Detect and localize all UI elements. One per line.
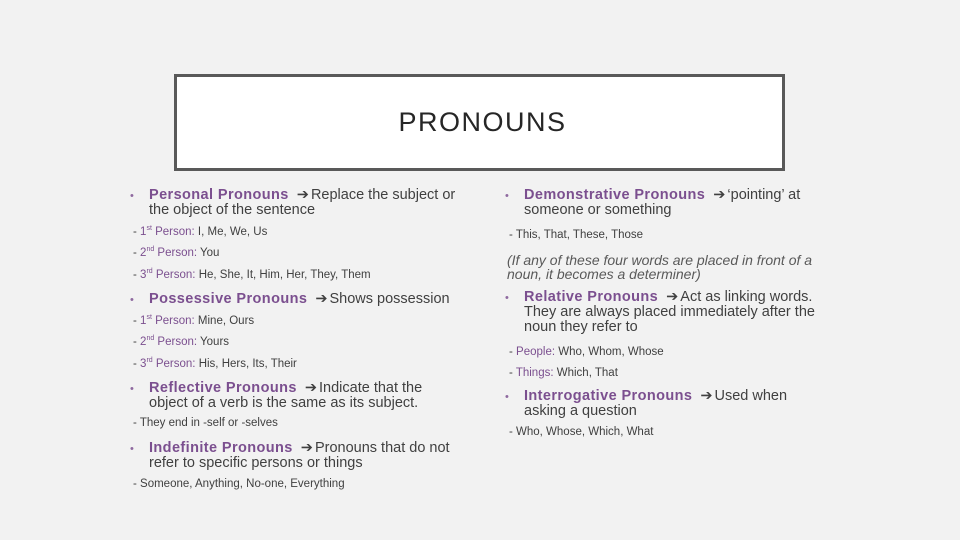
arrow-icon: ➔ xyxy=(296,187,309,203)
arrow-icon: ➔ xyxy=(304,380,317,396)
indefinite-pronouns-bullet xyxy=(130,441,460,471)
reflective-pronouns-desc: Indicate that the object of a verb is the same as its subject. xyxy=(149,380,423,411)
possessive-pronouns-bullet xyxy=(130,292,470,309)
arrow-icon: ➔ xyxy=(300,440,313,456)
indefinite-pronouns-term: Indefinite Pronouns xyxy=(149,440,293,456)
slide-title: PRONOUNS xyxy=(398,107,567,137)
interrogative-pronouns-term: Interrogative Pronouns xyxy=(524,388,693,404)
bullet-text xyxy=(524,389,815,419)
reflective-note: - They end in -self or -selves xyxy=(133,417,278,429)
relative-people: - People: Who, Whom, Whose xyxy=(509,346,664,358)
relative-things: - Things: Which, That xyxy=(509,367,618,379)
possessive-1st-person: - 1st Person: Mine, Ours xyxy=(133,314,255,327)
demonstrative-note: - This, That, These, Those xyxy=(509,229,644,241)
bullet-dot: • xyxy=(505,391,509,403)
reflective-pronouns-bullet xyxy=(130,381,440,411)
bullet-text xyxy=(524,290,835,335)
possessive-3rd-person: - 3rd Person: His, Hers, Its, Their xyxy=(133,357,297,370)
indefinite-pronouns-desc: Pronouns that do not refer to specific persons or things xyxy=(149,440,450,471)
arrow-icon: ➔ xyxy=(713,187,726,203)
arrow-icon: ➔ xyxy=(700,388,713,404)
relative-pronouns-desc: Act as linking words. They are always placed immediately after the noun they refer to xyxy=(524,289,815,335)
interrogative-pronouns-bullet xyxy=(505,389,815,419)
bullet-text xyxy=(149,441,460,471)
relative-pronouns-term: Relative Pronouns xyxy=(524,289,659,305)
possessive-2nd-person: - 2nd Person: Yours xyxy=(133,335,230,348)
demonstrative-pronouns-bullet xyxy=(505,188,815,218)
bullet-text xyxy=(524,188,815,218)
arrow-icon: ➔ xyxy=(666,289,679,305)
personal-1st-person: - 1st Person: I, Me, We, Us xyxy=(133,225,268,238)
bullet-dot: • xyxy=(130,190,134,202)
possessive-pronouns-term: Possessive Pronouns xyxy=(149,291,308,307)
reflective-pronouns-term: Reflective Pronouns xyxy=(149,380,297,396)
bullet-text xyxy=(149,292,450,309)
personal-2nd-person: - 2nd Person: You xyxy=(133,246,220,259)
arrow-icon: ➔ xyxy=(315,291,328,307)
bullet-dot: • xyxy=(505,292,509,304)
interrogative-note: - Who, Whose, Which, What xyxy=(509,426,654,438)
determiner-note: (If any of these four words are placed in front of a noun, it becomes a determiner) xyxy=(507,252,813,282)
bullet-dot: • xyxy=(130,383,134,395)
personal-pronouns-desc: Replace the subject or the object of the sentence xyxy=(149,187,456,218)
possessive-pronouns-desc: Shows possession xyxy=(329,291,450,307)
interrogative-pronouns-desc: Used when asking a question xyxy=(524,388,788,419)
bullet-text xyxy=(149,381,440,411)
bullet-text xyxy=(149,188,460,218)
personal-pronouns-bullet xyxy=(130,188,460,218)
personal-3rd-person: - 3rd Person: He, She, It, Him, Her, They, Them xyxy=(133,268,371,281)
relative-pronouns-bullet xyxy=(505,290,835,335)
indefinite-note: - Someone, Anything, No-one, Everything xyxy=(133,478,345,490)
demonstrative-pronouns-desc: ‘pointing’ at someone or something xyxy=(524,187,801,218)
demonstrative-pronouns-term: Demonstrative Pronouns xyxy=(524,187,706,203)
title-box xyxy=(174,74,785,171)
bullet-dot: • xyxy=(130,443,134,455)
personal-pronouns-term: Personal Pronouns xyxy=(149,187,289,203)
bullet-dot: • xyxy=(130,294,134,306)
bullet-dot: • xyxy=(505,190,509,202)
